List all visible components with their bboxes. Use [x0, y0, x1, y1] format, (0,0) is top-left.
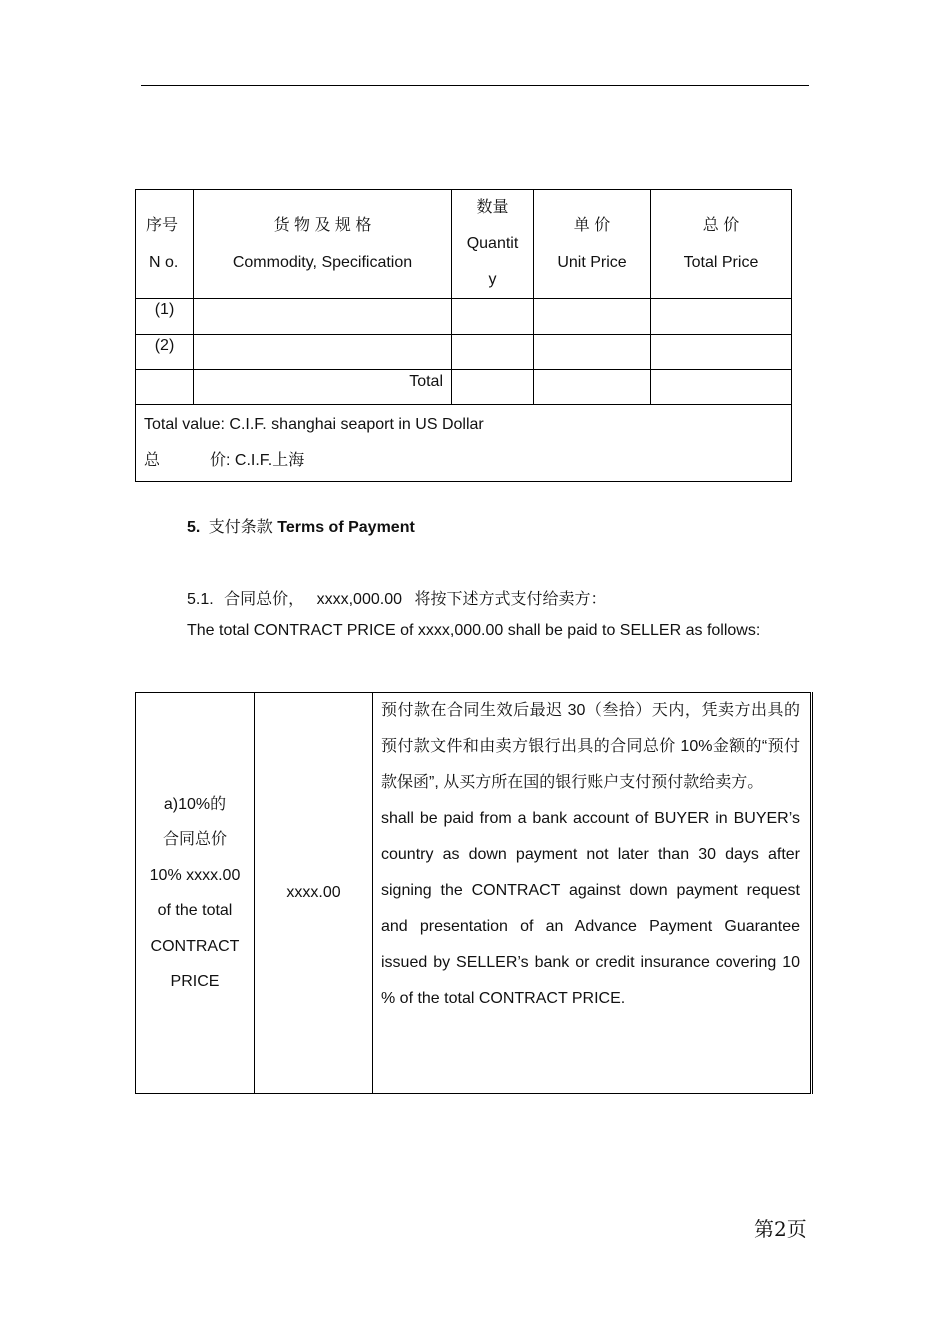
page-number: 第2页	[754, 1217, 807, 1241]
total-price-cell	[651, 370, 792, 405]
header-no-en: N o.	[149, 254, 179, 271]
payment-label-line: PRICE	[170, 973, 220, 990]
total-value-zh-a: 总	[144, 452, 161, 469]
row-unit-price	[534, 299, 651, 335]
section-5-1-amount: xxxx,000.00	[316, 591, 402, 608]
payment-label-line: of the total	[157, 902, 233, 919]
row-commodity	[194, 299, 452, 335]
table-row	[136, 335, 792, 370]
total-value-cell	[136, 405, 792, 482]
header-qty-zh: 数量	[476, 199, 509, 216]
total-quantity	[452, 370, 534, 405]
header-no-zh: 序号	[146, 217, 179, 234]
header-total-en: Total Price	[683, 254, 759, 271]
payment-label-line: 10% xxxx.00	[149, 866, 241, 884]
section-5-number: 5.	[187, 519, 201, 536]
section-5-1-zh-b: 将按下述方式支付给卖方：	[414, 591, 607, 608]
section-5-title-en: Terms of Payment	[277, 519, 415, 536]
row-total-price	[651, 299, 792, 335]
total-value-zh-b: 价: C.I.F.上海	[210, 452, 305, 469]
header-unit-price	[534, 190, 651, 299]
total-value-row	[136, 405, 792, 482]
payment-table	[135, 692, 813, 1094]
row-no: (2)	[136, 335, 194, 370]
payment-description-cell	[373, 693, 812, 1094]
table-row	[136, 299, 792, 335]
payment-label-line: 合同总价	[162, 831, 227, 848]
header-rule	[141, 85, 809, 86]
goods-table	[135, 189, 792, 482]
header-no	[136, 190, 194, 299]
payment-amount: xxxx.00	[255, 693, 373, 1094]
row-quantity	[452, 299, 534, 335]
payment-label-line: CONTRACT	[150, 937, 240, 955]
row-commodity	[194, 335, 452, 370]
payment-desc-en: shall be paid from a bank account of BUYER in BUYER’s country as down payment not later than 30 days after signing the CONTRACT against down payment request and presentation of an Advance Payment Guarantee issued by SELLER’s bank or credit insurance covering 10 % of the total CONTRACT PRICE.	[381, 810, 800, 1007]
section-5-1-number: 5.1.	[187, 591, 214, 608]
total-unit-price	[534, 370, 651, 405]
payment-row	[136, 693, 812, 1094]
payment-desc-zh: 预付款在合同生效后最迟 30（叁拾）天内，凭卖方出具的预付款文件和由卖方银行出具的合同总价 10%金额的“预付款保函”, 从买方所在国的银行账户支付预付款给卖方。	[381, 702, 800, 791]
section-5-1-zh-a: 合同总价，	[224, 591, 305, 608]
total-label: Total	[194, 370, 452, 405]
header-qty-en-2: y	[488, 271, 497, 288]
payment-label-line: a)10%的	[163, 795, 227, 813]
row-no: (1)	[136, 299, 194, 335]
total-row-no	[136, 370, 194, 405]
header-commodity	[194, 190, 452, 299]
header-unit-zh: 单 价	[573, 217, 611, 234]
header-quantity	[452, 190, 534, 299]
row-unit-price	[534, 335, 651, 370]
header-total-zh: 总 价	[702, 217, 740, 234]
section-5-heading	[187, 514, 415, 537]
row-quantity	[452, 335, 534, 370]
section-5-title-zh: 支付条款	[208, 519, 273, 536]
header-total-price	[651, 190, 792, 299]
header-qty-en-1: Quantit	[466, 235, 519, 252]
total-value-zh	[144, 443, 783, 479]
total-value-en: Total value: C.I.F. shanghai seaport in US Dollar	[144, 416, 484, 433]
row-total-price	[651, 335, 792, 370]
section-5-1-zh	[187, 586, 606, 609]
header-commodity-en: Commodity, Specification	[232, 254, 413, 271]
header-commodity-zh: 货 物 及 规 格	[273, 217, 372, 234]
header-unit-en: Unit Price	[557, 254, 627, 271]
goods-header-row	[136, 190, 792, 299]
section-5-1-en: The total CONTRACT PRICE of xxxx,000.00 shall be paid to SELLER as follows:	[187, 622, 761, 639]
total-row	[136, 370, 792, 405]
payment-label-cell	[136, 693, 255, 1094]
